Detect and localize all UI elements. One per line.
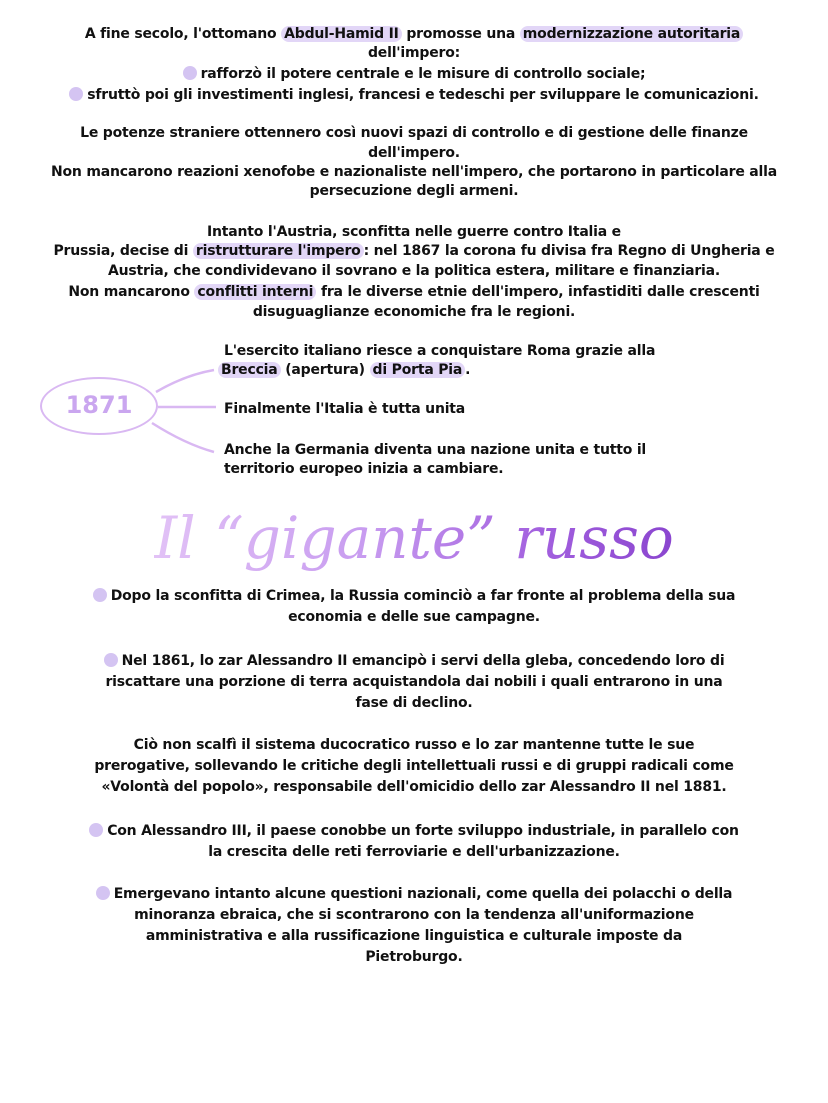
s3-line-3: Austria, che condividevano il sovrano e la politica estera, militare e finanziaria. (107, 263, 721, 279)
highlight-modernizzazione: modernizzazione autoritaria (520, 26, 743, 42)
branch-text: (apertura) (280, 362, 370, 378)
p2-line-2: riscattare una porzione di terra acquistandola dai nobili i quali entrarono in una (105, 674, 723, 690)
p3-line-3: «Volontà del popolo», responsabile dell'omicidio dello zar Alessandro II nel 1881. (101, 779, 727, 795)
p4-text: Con Alessandro III, il paese conobbe un forte sviluppo industriale, in parallelo con (107, 823, 739, 839)
branch-3-line-2: territorio europeo inizia a cambiare. (224, 461, 504, 477)
p1-text: Dopo la sconfitta di Crimea, la Russia cominciò a far fronte al problema della sua (110, 588, 736, 604)
p1-line-2: economia e delle sue campagne. (288, 609, 540, 625)
s2-line-1: Le potenze straniere ottennero così nuovi spazi di controllo e di gestione delle finanze (80, 125, 748, 141)
s1-bullet-text: sfruttò poi gli investimenti inglesi, francesi e tedeschi per sviluppare le comunicazioni. (87, 87, 759, 103)
s3-text: Non mancarono (68, 284, 195, 300)
s2-line-3: Non mancarono reazioni xenofobe e nazionaliste nell'impero, che portarono in particolare alla (50, 164, 778, 180)
branch-3-line-1: Anche la Germania diventa una nazione unita e tutto il (224, 442, 647, 458)
bullet-dot (104, 653, 118, 667)
section-title-text: Il “gigante” russo (154, 504, 674, 572)
highlight-ristrutturare: ristrutturare l'impero (193, 243, 364, 259)
p5-line-3: amministrativa e alla russificazione linguistica e culturale imposte da (145, 928, 683, 944)
bullet-dot (89, 823, 103, 837)
highlight-conflitti: conflitti interni (194, 284, 316, 300)
s3-text: Prussia, decise di (53, 243, 193, 259)
s3-line-1: Intanto l'Austria, sconfitta nelle guerre contro Italia e (207, 224, 621, 240)
highlight-porta-pia: di Porta Pia (370, 362, 466, 378)
year-label: 1871 (65, 391, 133, 419)
p2-text: Nel 1861, lo zar Alessandro II emancipò i servi della gleba, concedendo loro di (121, 653, 725, 669)
s2-line-2: dell'impero. (368, 145, 460, 161)
branch-text: . (465, 362, 471, 378)
bullet-dot (96, 886, 110, 900)
branch-1-line-2 (218, 361, 778, 380)
p3-line-1: Ciò non scalfì il sistema ducocratico russo e lo zar mantenne tutte le sue (133, 737, 695, 753)
p1-line-1 (0, 587, 828, 606)
p5-line-2: minoranza ebraica, che si scontrarono con la tendenza all'uniformazione (134, 907, 694, 923)
bullet-dot (93, 588, 107, 602)
highlight-breccia: Breccia (218, 362, 281, 378)
s3-text: fra le diverse etnie dell'impero, infastiditi dalle crescenti (316, 284, 760, 300)
s1-line-2: dell'impero: (367, 45, 461, 61)
s3-text: : nel 1867 la corona fu divisa fra Regno di Ungheria e (363, 243, 775, 259)
p5-line-4: Pietroburgo. (365, 949, 463, 965)
p5-line-1 (0, 885, 828, 904)
p4-line-2: la crescita delle reti ferroviarie e dell'urbanizzazione. (208, 844, 620, 860)
s1-text: A fine secolo, l'ottomano (84, 26, 282, 42)
branch-2: Finalmente l'Italia è tutta unita (224, 401, 466, 417)
s1-bullet-text: rafforzò il potere centrale e le misure di controllo sociale; (200, 66, 646, 82)
section-title (0, 498, 828, 578)
s3-line-5: disuguaglianze economiche fra le regioni. (252, 304, 576, 320)
p3-line-2: prerogative, sollevando le critiche degli intellettuali russi e di gruppi radicali come (94, 758, 734, 774)
p4-line-1 (0, 822, 828, 841)
p5-text: Emergevano intanto alcune questioni nazionali, come quella dei polacchi o della (113, 886, 733, 902)
p2-line-3: fase di declino. (355, 695, 473, 711)
branch-1-line-1: L'esercito italiano riesce a conquistare Roma grazie alla (224, 343, 656, 359)
p2-line-1 (0, 652, 828, 671)
highlight-abdul-hamid: Abdul-Hamid II (281, 26, 402, 42)
s2-line-4: persecuzione degli armeni. (309, 183, 519, 199)
s1-text: promosse una (401, 26, 520, 42)
